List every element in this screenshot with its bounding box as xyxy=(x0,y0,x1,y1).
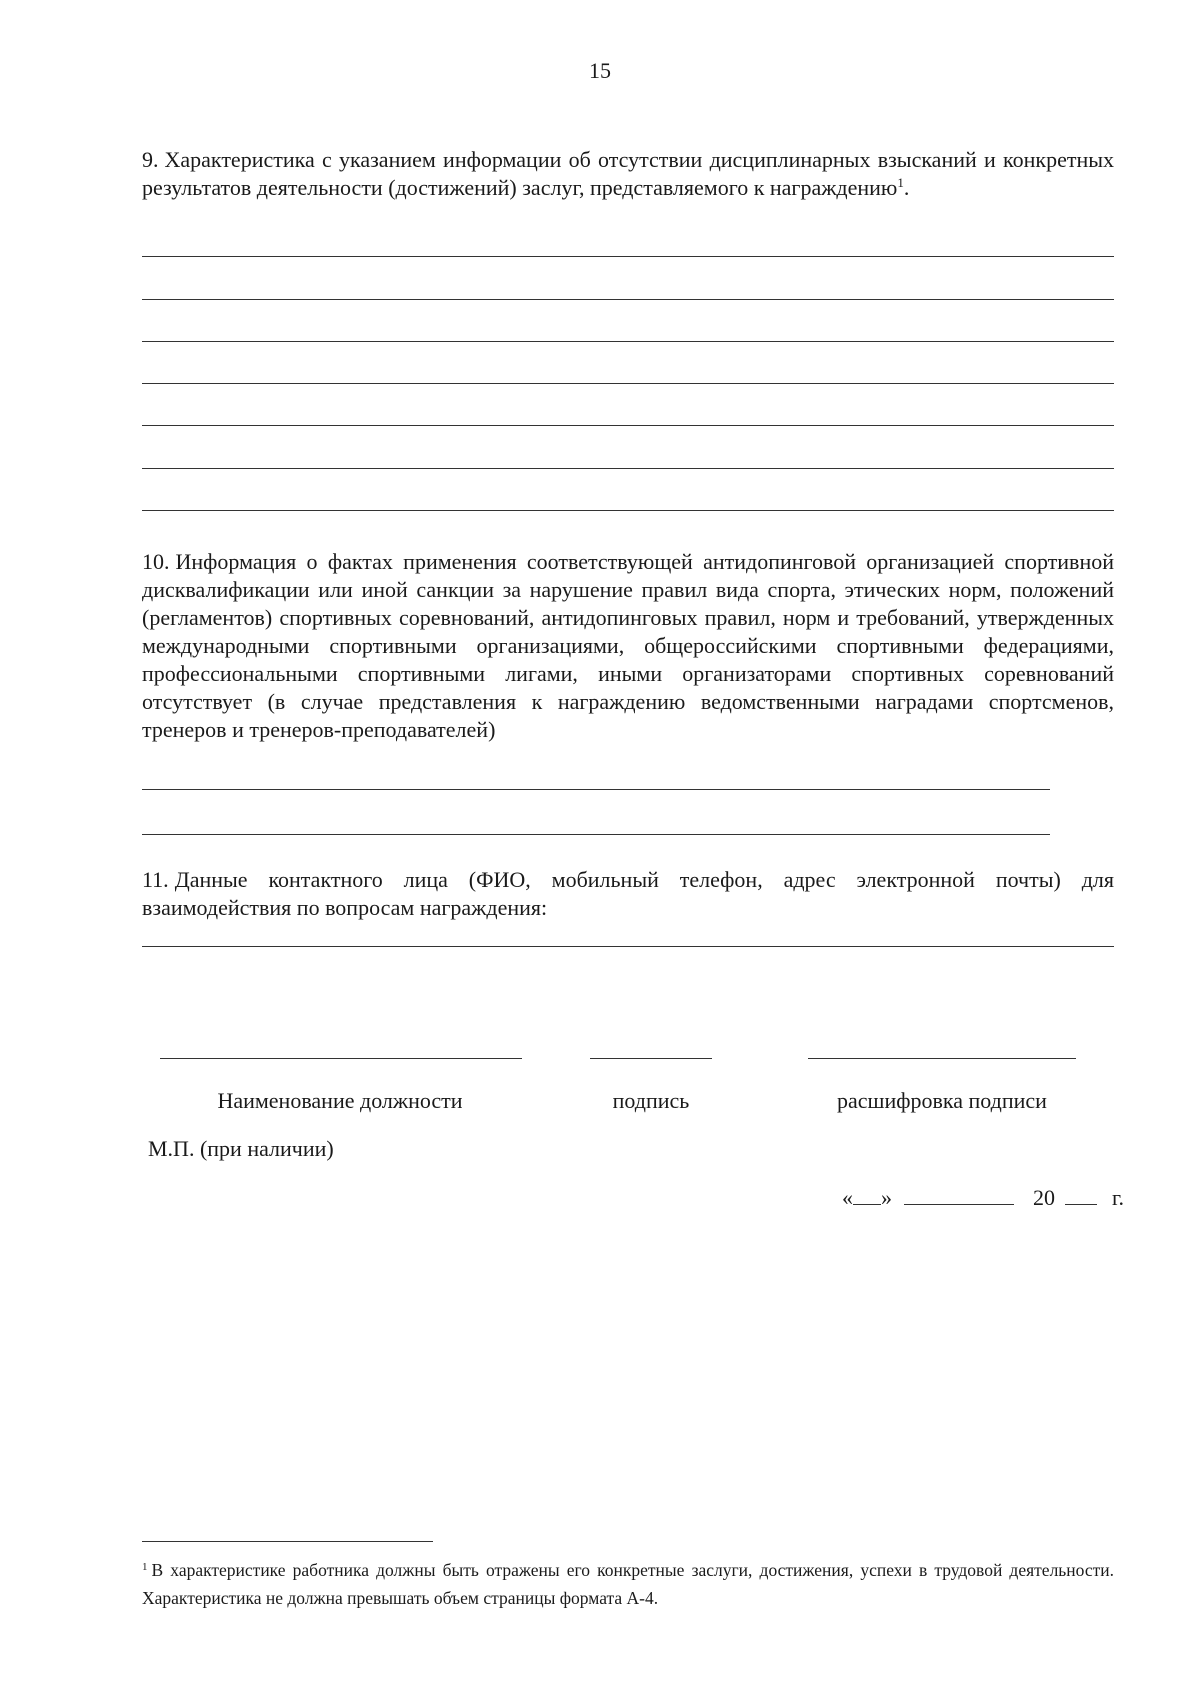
section-9-answer-line-3[interactable] xyxy=(142,341,1114,342)
signature-decoding-label: расшифровка подписи xyxy=(837,1088,1047,1113)
section-9-answer-line-1[interactable] xyxy=(142,256,1114,257)
section-11-body: Данные контактного лица (ФИО, мобильный телефон, адрес электронной почты) для взаимодействия по вопросам награждения: xyxy=(142,867,1114,920)
signature-decoding-line[interactable] xyxy=(808,1058,1076,1059)
section-10-number: 10. xyxy=(142,549,170,574)
section-9-answer-line-6[interactable] xyxy=(142,468,1114,469)
day-field[interactable] xyxy=(853,1186,881,1205)
section-9-answer-line-5[interactable] xyxy=(142,425,1114,426)
section-9-end: . xyxy=(903,175,910,200)
section-10-answer-line-2[interactable] xyxy=(142,834,1050,835)
date-line xyxy=(842,1185,1124,1211)
position-signature-line[interactable] xyxy=(160,1058,522,1059)
signature-line[interactable] xyxy=(590,1058,712,1059)
section-10-body: Информация о фактах применения соответствующей антидопинговой организацией спортивной дисквалификации или иной санкции за нарушение правил вида спорта, этических норм, положений (регламентов) спортивных соревнований, антидопинговых правил, норм и требований, утвержденных международными спортивными организациями, общероссийскими спортивными федерациями, профессиональными спортивными лигами, иными организаторами спортивных соревнований отсутствует (в случае представления к награждению ведомственными наградами спортсменов, тренеров и тренеров-преподавателей) xyxy=(142,549,1114,742)
section-9-number: 9. xyxy=(142,147,159,172)
year-field[interactable] xyxy=(1065,1186,1097,1205)
position-label: Наименование должности xyxy=(217,1088,463,1113)
footnote-text: В характеристике работника должны быть отражены его конкретные заслуги, достижения, успехи в трудовой деятельности. Характеристика не должна превышать объем страницы формата А-4. xyxy=(142,1560,1114,1608)
year-prefix: 20 xyxy=(1033,1185,1055,1210)
footnote-reference: 1 xyxy=(897,175,904,190)
date-close-quote: » xyxy=(881,1185,892,1210)
section-9-answer-line-2[interactable] xyxy=(142,299,1114,300)
page-number: 15 xyxy=(589,58,611,83)
year-suffix: г. xyxy=(1112,1185,1125,1210)
month-field[interactable] xyxy=(904,1186,1014,1205)
section-9-body: Характеристика с указанием информации об отсутствии дисциплинарных взысканий и конкретных результатов деятельности (достижений) заслуг, представляемого к награждению xyxy=(142,147,1114,200)
section-11-text xyxy=(142,866,1114,922)
date-open-quote: « xyxy=(842,1185,853,1210)
section-9-text xyxy=(142,146,1114,202)
footnote-marker: 1 xyxy=(142,1561,148,1573)
footnote-separator xyxy=(142,1541,433,1542)
section-11-answer-line[interactable] xyxy=(142,946,1114,947)
stamp-label: М.П. (при наличии) xyxy=(148,1136,334,1161)
section-11-number: 11. xyxy=(142,867,169,892)
section-10-text xyxy=(142,548,1114,744)
signature-label: подпись xyxy=(612,1088,690,1113)
section-9-answer-line-7[interactable] xyxy=(142,510,1114,511)
section-9-answer-line-4[interactable] xyxy=(142,383,1114,384)
section-10-answer-line-1[interactable] xyxy=(142,789,1050,790)
footnote xyxy=(142,1556,1114,1612)
